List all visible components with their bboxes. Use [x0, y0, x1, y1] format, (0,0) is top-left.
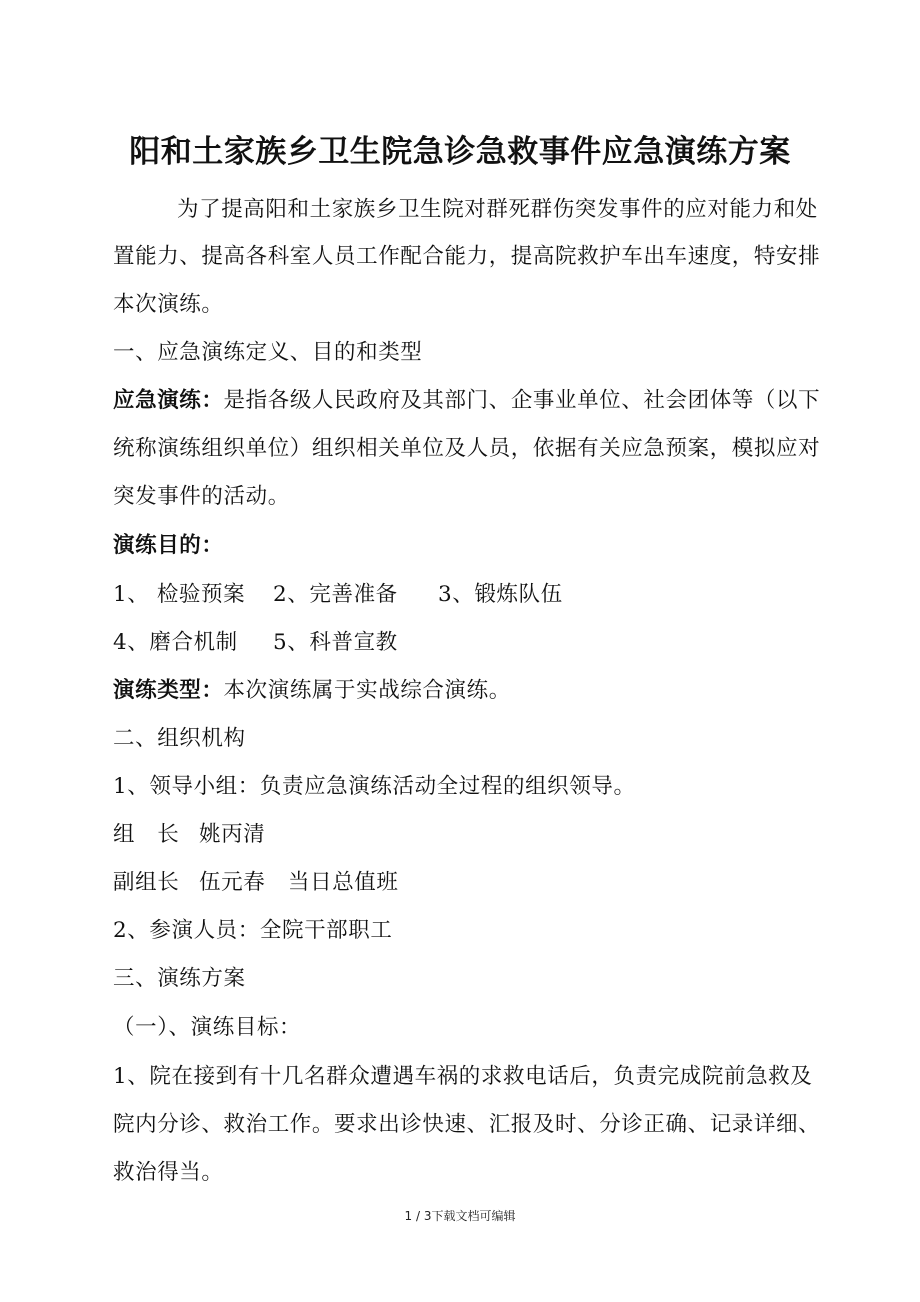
leader-line [113, 820, 813, 850]
leader-group-line: 1、领导小组：负责应急演练活动全过程的组织领导。 [113, 774, 636, 799]
type-text: 本次演练属于实战综合演练。 [223, 678, 511, 703]
leader-name: 姚丙清 [199, 822, 266, 847]
intro-line-2: 置能力、提高各科室人员工作配合能力，提高院救护车出车速度，特安排 [113, 244, 821, 269]
purpose-item-1: 1、 检验预案 [113, 582, 246, 607]
section-3-heading: 三、演练方案 [113, 966, 246, 991]
deputy-note: 当日总值班 [288, 870, 399, 895]
purpose-item-3: 3、锻炼队伍 [438, 582, 563, 607]
page-footer: 1 / 3下载文档可编辑 [404, 1209, 516, 1223]
intro-line-1: 为了提高阳和土家族乡卫生院对群死群伤突发事件的应对能力和处 [177, 197, 818, 222]
purpose-row-1 [113, 580, 813, 610]
definition-line-2: 统称演练组织单位）组织相关单位及人员，依据有关应急预案，模拟应对 [113, 436, 821, 461]
document-title: 阳和土家族乡卫生院急诊急救事件应急演练方案 [129, 134, 791, 170]
definition-label: 应急演练： [113, 388, 224, 413]
definition-text: 是指各级人民政府及其部门、企事业单位、社会团体等（以下 [223, 388, 821, 413]
purpose-item-2: 2、完善准备 [273, 582, 398, 607]
type-line [113, 676, 813, 706]
subsection-1-heading: （一）、演练目标： [113, 1015, 302, 1040]
intro-line-3: 本次演练。 [113, 292, 224, 317]
purpose-row-2 [113, 628, 813, 658]
definition-line-1 [113, 386, 821, 416]
purpose-item-4: 4、磨合机制 [113, 630, 238, 655]
purpose-label: 演练目的： [113, 533, 224, 558]
deputy-line [113, 868, 813, 898]
type-label: 演练类型： [113, 678, 224, 703]
goal-line-2: 院内分诊、救治工作。要求出诊快速、汇报及时、分诊正确、记录详细、 [113, 1112, 821, 1137]
definition-line-3: 突发事件的活动。 [113, 484, 290, 509]
deputy-name: 伍元春 [199, 870, 266, 895]
deputy-role: 副组长 [113, 870, 180, 895]
goal-line-3: 救治得当。 [113, 1160, 224, 1185]
goal-line-1: 1、院在接到有十几名群众遭遇车祸的求救电话后，负责完成院前急救及 [113, 1064, 813, 1089]
section-1-heading: 一、应急演练定义、目的和类型 [113, 340, 423, 365]
purpose-item-5: 5、科普宣教 [273, 630, 398, 655]
participants-line: 2、参演人员：全院干部职工 [113, 918, 393, 943]
section-2-heading: 二、组织机构 [113, 726, 246, 751]
leader-role: 组 长 [113, 822, 180, 847]
